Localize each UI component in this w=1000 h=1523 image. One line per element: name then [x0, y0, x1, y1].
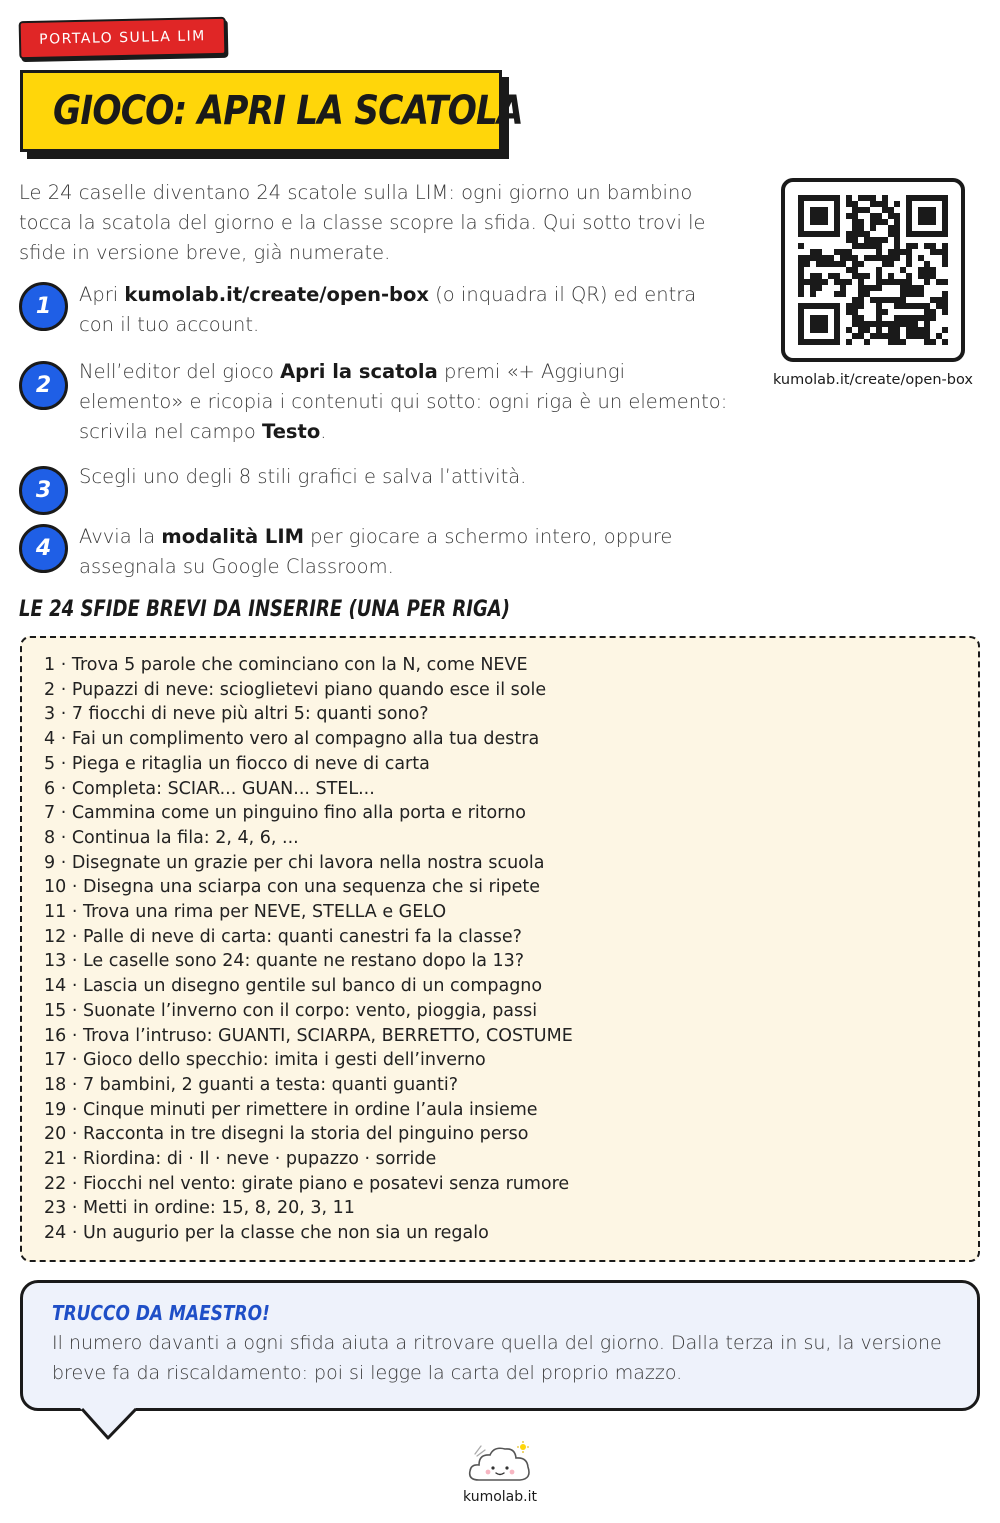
- list-item: 15 · Suonate l’inverno con il corpo: vento, pioggia, passi: [44, 1000, 538, 1021]
- step-text: Apri kumolab.it/create/open-box (o inquadra il QR) ed entra con il tuo account.: [79, 283, 697, 336]
- list-item: 7 · Cammina come un pinguino fino alla porta e ritorno: [44, 803, 526, 824]
- step-2: [19, 357, 739, 449]
- speech-tail-icon: [80, 1408, 140, 1442]
- list-item: 22 · Fiocchi nel vento: girate piano e posatevi senza rumore: [44, 1173, 570, 1194]
- step-number-badge: 2: [19, 361, 68, 410]
- list-item: 6 · Completa: SCIAR... GUAN... STEL...: [44, 778, 375, 799]
- list-item: 2 · Pupazzi di neve: scioglietevi piano quando esce il sole: [44, 679, 547, 700]
- step-number-badge: 4: [19, 524, 68, 573]
- list-item: 24 · Un augurio per la classe che non sia un regalo: [44, 1223, 489, 1244]
- list-item: 23 · Metti in ordine: 15, 8, 20, 3, 11: [44, 1198, 355, 1219]
- section-heading: LE 24 SFIDE BREVI DA INSERIRE (UNA PER RIGA): [19, 597, 511, 622]
- step-text: Nell’editor del gioco Apri la scatola premi «+ Aggiungi elemento» e ricopia i contenuti qui sotto: ogni riga è un elemento: scrivila nel campo Testo.: [79, 360, 728, 443]
- tip-title: TRUCCO DA MAESTRO!: [52, 1301, 270, 1325]
- list-item: 12 · Palle di neve di carta: quanti canestri fa la classe?: [44, 926, 522, 947]
- header-tag: PORTALO SULLA LIM: [19, 17, 227, 59]
- list-item: 20 · Racconta in tre disegni la storia del pinguino perso: [44, 1124, 529, 1145]
- title-banner: [20, 70, 523, 152]
- list-item: 18 · 7 bambini, 2 guanti a testa: quanti guanti?: [44, 1074, 458, 1095]
- page-title: GIOCO: APRI LA SCATOLA: [53, 88, 523, 134]
- list-item: 21 · Riordina: di · Il · neve · pupazzo · sorride: [44, 1149, 437, 1170]
- step-4: [19, 522, 739, 588]
- step-text: Avvia la modalità LIM per giocare a schermo intero, oppure assegnala su Google Classroom.: [79, 525, 673, 578]
- list-item: 13 · Le caselle sono 24: quante ne restano dopo la 13?: [44, 951, 525, 972]
- cloud-mascot-icon: [465, 1440, 535, 1486]
- list-item: 19 · Cinque minuti per rimettere in ordine l’aula insieme: [44, 1099, 538, 1120]
- step-link[interactable]: kumolab.it/create/open-box: [124, 283, 429, 306]
- list-item: 3 · 7 fiocchi di neve più altri 5: quanti sono?: [44, 704, 429, 725]
- intro-paragraph: Le 24 caselle diventano 24 scatole sulla LIM: ogni giorno un bambino tocca la scatola del giorno e la classe scopre la sfida. Qui sotto trovi le sfide in versione breve, già numerate.: [19, 181, 706, 264]
- step-number-badge: 1: [19, 282, 68, 331]
- list-item: 14 · Lascia un disegno gentile sul banco di un compagno: [44, 976, 543, 997]
- step-text: Scegli uno degli 8 stili grafici e salva l’attività.: [79, 465, 527, 488]
- step-number-badge: 3: [19, 466, 68, 515]
- list-item: 11 · Trova una rima per NEVE, STELLA e GELO: [44, 902, 447, 923]
- step-3: [19, 462, 739, 514]
- list-item: 17 · Gioco dello specchio: imita i gesti dell’inverno: [44, 1050, 486, 1071]
- tip-callout: [20, 1280, 980, 1411]
- qr-code-frame[interactable]: [781, 178, 965, 362]
- tip-text: Il numero davanti a ogni sfida aiuta a ritrovare quella del giorno. Dalla terza in su, la versione breve fa da riscaldamento: poi si legge la carta del proprio mazzo.: [52, 1332, 942, 1384]
- challenges-list: [20, 636, 980, 1262]
- qr-code-icon: [798, 195, 948, 345]
- qr-caption[interactable]: kumolab.it/create/open-box: [772, 372, 973, 388]
- list-item: 5 · Piega e ritaglia un fiocco di neve di carta: [44, 753, 430, 774]
- list-item: 9 · Disegnate un grazie per chi lavora nella nostra scuola: [44, 852, 545, 873]
- step-1: [19, 280, 739, 346]
- list-item: 1 · Trova 5 parole che cominciano con la N, come NEVE: [44, 655, 528, 675]
- footer-site-link[interactable]: kumolab.it: [463, 1489, 537, 1505]
- list-item: 4 · Fai un complimento vero al compagno alla tua destra: [44, 729, 540, 750]
- list-item: 10 · Disegna una sciarpa con una sequenza che si ripete: [44, 877, 541, 898]
- list-item: 8 · Continua la fila: 2, 4, 6, ...: [44, 827, 299, 848]
- list-item: 16 · Trova l’intruso: GUANTI, SCIARPA, BERRETTO, COSTUME: [44, 1025, 573, 1046]
